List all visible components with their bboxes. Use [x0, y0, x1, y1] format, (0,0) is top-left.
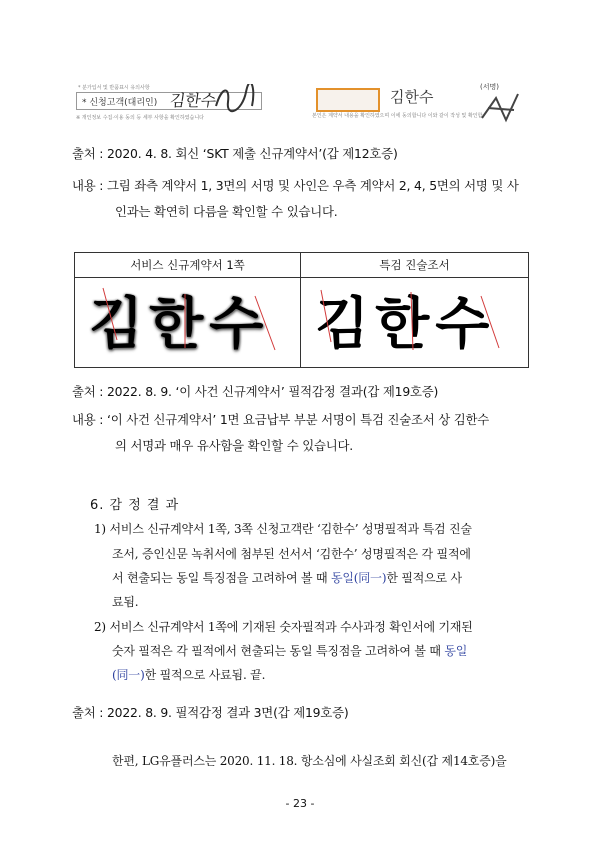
content-line: 의 서명과 매우 유사함을 확인할 수 있습니다.: [115, 438, 354, 453]
table-header-right: 특검 진술조서: [301, 253, 528, 278]
table-header-left: 서비스 신규계약서 1쪽: [75, 253, 300, 278]
same-emphasis: 동일(同一): [330, 571, 387, 585]
right-contract-snippet: [310, 82, 528, 132]
content-line: 인과는 확연히 다름을 확인할 수 있습니다.: [115, 204, 338, 219]
page-number: - 23 -: [285, 797, 315, 810]
fine-print: ※ 개인정보 수집·이용 동의 등 세부 사항을 확인하였습니다: [76, 115, 204, 121]
result-item-line: 료됨.: [112, 595, 139, 609]
same-emphasis: (同一): [112, 668, 145, 682]
source-citation: 출처 : 2022. 8. 9. ‘이 사건 신규계약서’ 필적감정 결과(갑 제19호증): [72, 384, 439, 399]
applicant-caption: * 신청고객(대리인): [82, 98, 158, 108]
signature-mark-label: (서명): [480, 83, 499, 91]
result-item-line: 1) 서비스 신규계약서 1쪽, 3쪽 신청고객란 ‘김한수’ 성명필적과 특검 진술: [94, 522, 472, 536]
statement-signature-cell: [301, 278, 528, 368]
paragraph-line: 한편, LG유플러스는 2020. 11. 18. 항소심에 사실조회 회신(갑 제14호증)을: [112, 754, 507, 768]
scribble-signature-icon: [478, 88, 524, 128]
fine-print: * 분가입서 및 반품표시 유의사항: [78, 85, 150, 91]
result-item-line: 조서, 증인신문 녹취서에 첨부된 선서서 ‘김한수’ 성명필적은 각 필적에: [112, 547, 471, 561]
result-item-line: 2) 서비스 신규계약서 1쪽에 기재된 숫자필적과 수사과정 확인서에 기재된: [94, 620, 473, 634]
source-citation: 출처 : 2022. 8. 9. 필적감정 결과 3면(갑 제19호증): [72, 705, 349, 720]
signature-sample: 김한수: [315, 292, 496, 357]
result-item-line: 숫자 필적은 각 필적에서 현출되는 동일 특징점을 고려하여 볼 때 동일: [112, 644, 468, 658]
signature-sample: 김한수: [89, 292, 270, 357]
source-citation: 출처 : 2020. 4. 8. 회신 ‘SKT 제출 신규계약서’(갑 제12호증): [72, 146, 398, 161]
content-line: 내용 : 그림 좌측 계약서 1, 3면의 서명 및 사인은 우측 계약서 2, 4, 5면의 서명 및 사: [72, 178, 519, 193]
handwritten-signature: 김한수: [390, 88, 434, 106]
left-contract-snippet: [72, 84, 262, 128]
signature-comparison-table: [74, 252, 529, 368]
scribble-signature-icon: [212, 84, 262, 114]
guide-lines-icon: [75, 278, 300, 368]
highlight-box: [316, 88, 380, 112]
handwritten-signature: 김한수: [168, 91, 218, 110]
same-emphasis: 동일: [444, 644, 468, 658]
guide-lines-icon: [301, 278, 528, 368]
result-item-line: (同一)한 필적으로 사료됨. 끝.: [112, 668, 266, 682]
result-item-line: 서 현출되는 동일 특징점을 고려하여 볼 때 동일(同一)한 필적으로 사: [112, 571, 462, 585]
fine-print: 본인은 계약서 내용을 확인하였으며 이에 동의합니다 이와 같이 작성 및 확인함: [312, 113, 483, 119]
content-line: 내용 : ‘이 사건 신규계약서’ 1면 요금납부 부분 서명이 특검 진술조서 상 김한수: [72, 412, 490, 427]
signature-comparison-image: [72, 74, 528, 134]
section-heading: 6. 감 정 결 과: [90, 498, 180, 513]
contract-signature-cell: [75, 278, 300, 368]
